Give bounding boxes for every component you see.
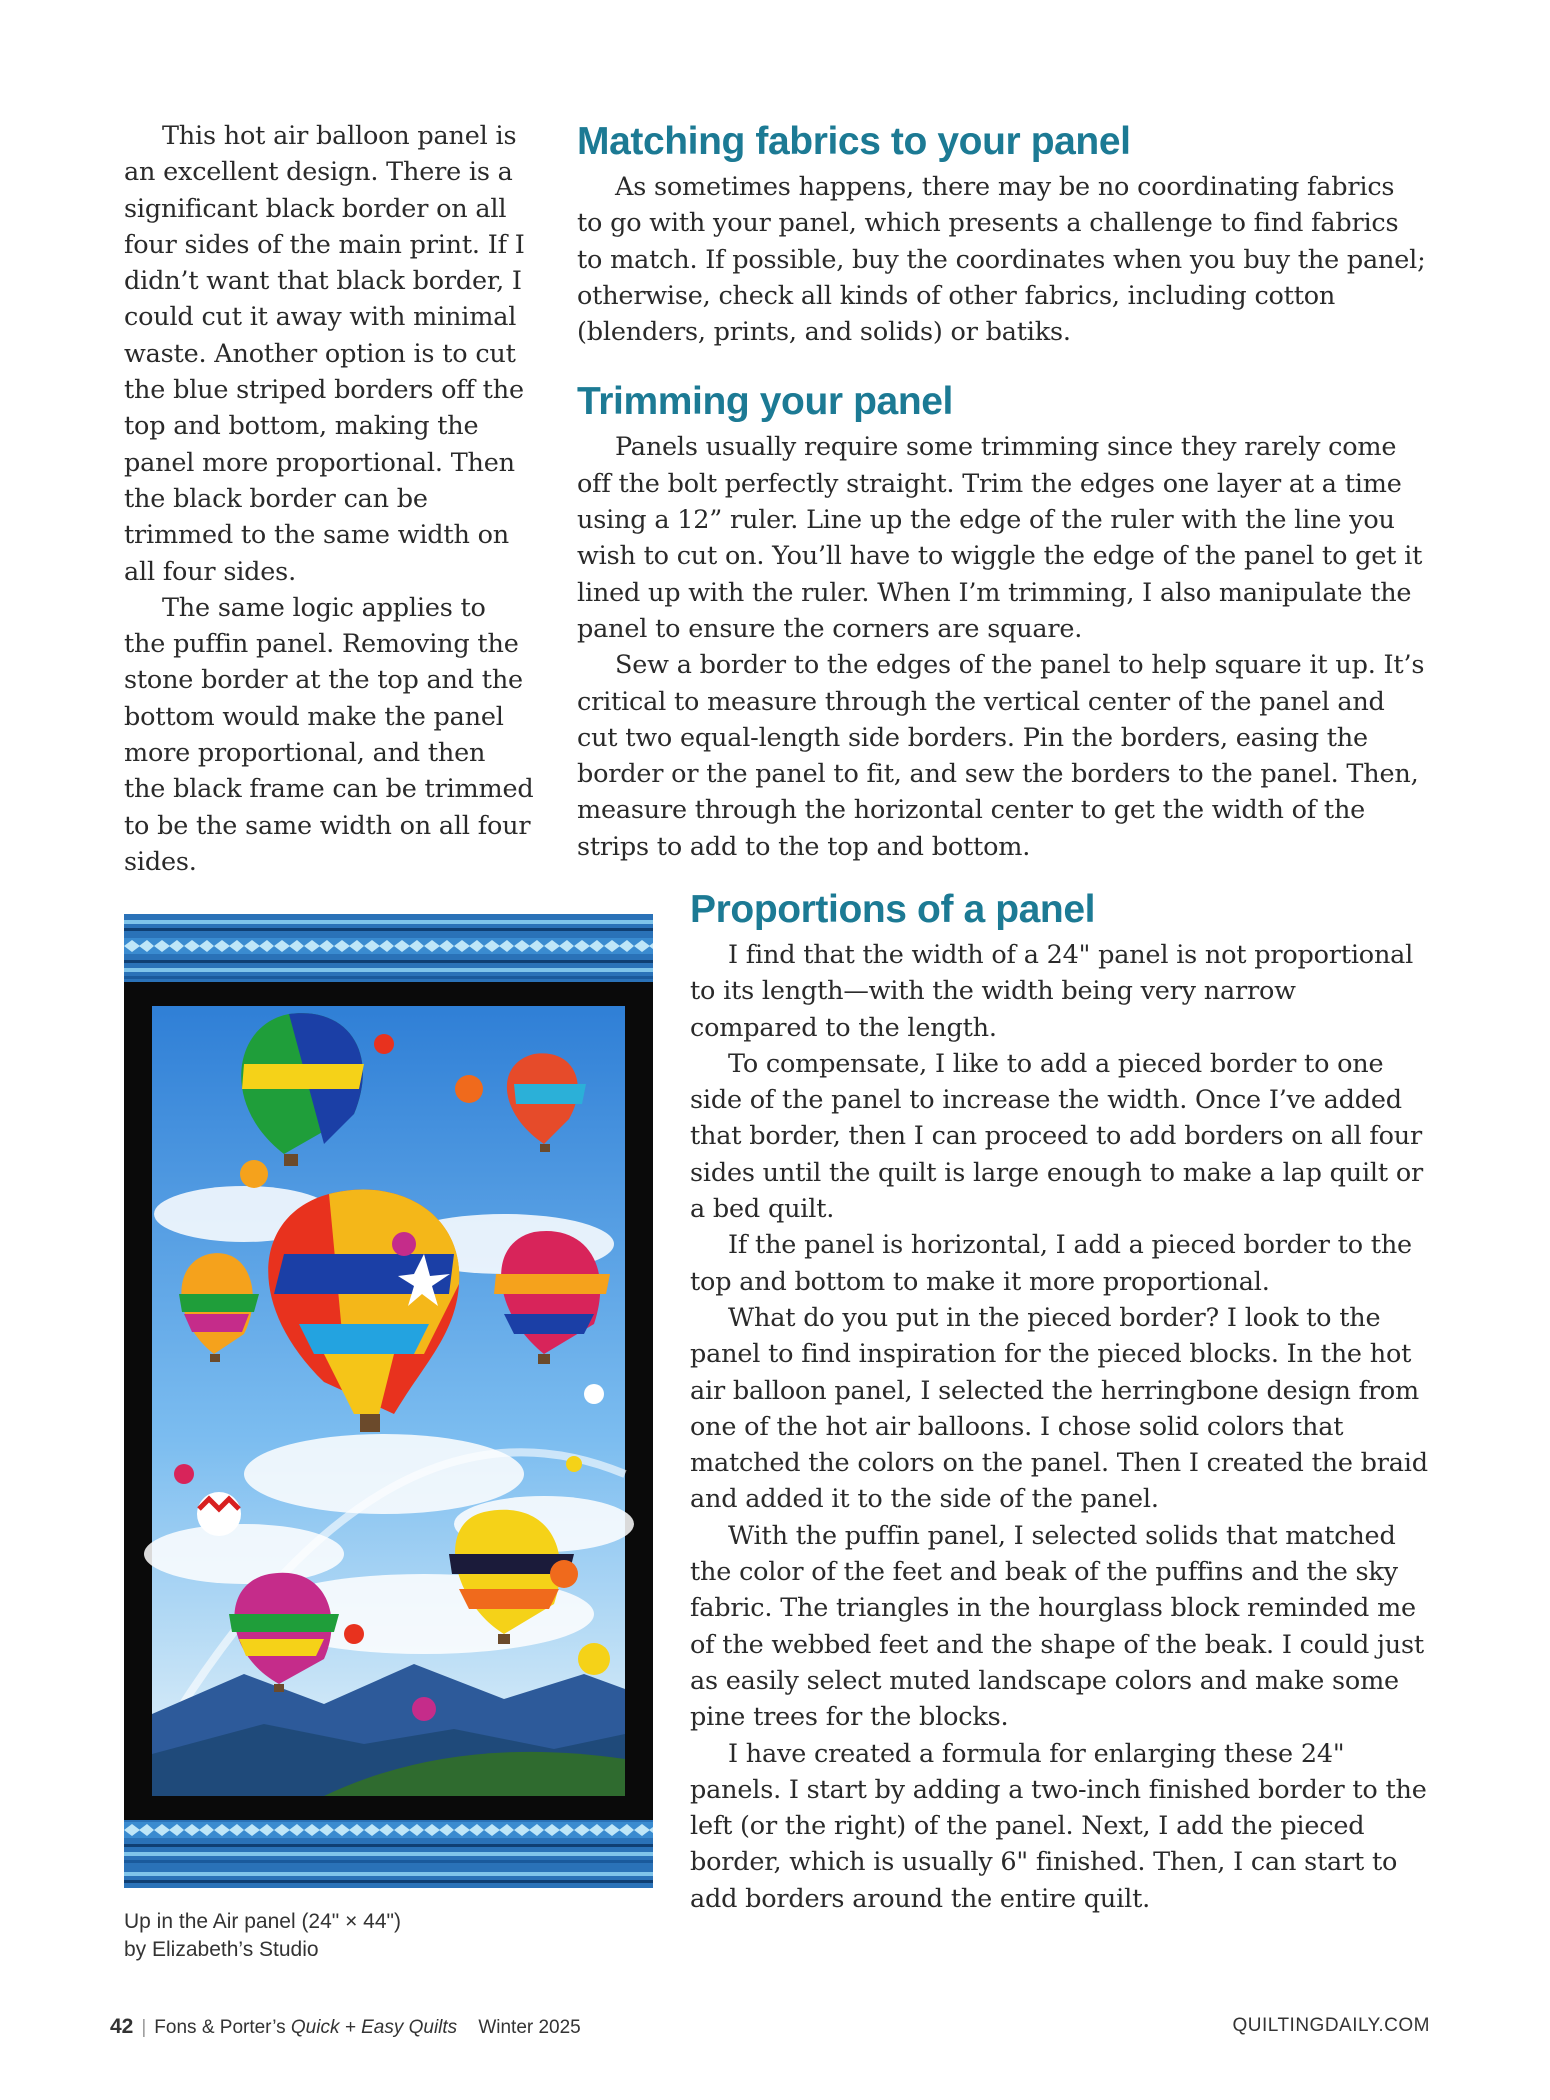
right-column [577, 118, 1427, 865]
caption-line-2: by Elizabeth’s Studio [124, 1938, 319, 1961]
proportions-paragraph-4: What do you put in the pieced border? I look to the panel to find inspiration for the pieced blocks. In the hot air balloon panel, I selected the herringbone design from one of the hot air balloons. I chose solid colors that matched the colors on the panel. Then I created the braid and added it to the side of the panel. [690, 1302, 1428, 1515]
page-footer [110, 2015, 1430, 2039]
heading-proportions: Proportions of a panel [690, 888, 1096, 931]
matching-paragraph-1: As sometimes happens, there may be no coordinating fabrics to go with your panel, which presents a challenge to find fabrics to match. If possible, buy the coordinates when you buy the panel; otherwise, check all kinds of other fabrics, including cotton (blenders, prints, and solids) or batiks. [577, 172, 1426, 348]
left-paragraph-2: The same logic applies to the puffin panel. Removing the stone border at the top and the bottom would make the panel more proportional, and then the black frame can be trimmed to be the same width on all four sides. [124, 592, 534, 877]
heading-trimming: Trimming your panel [577, 380, 953, 424]
proportions-paragraph-3: If the panel is horizontal, I add a pieced border to the top and bottom to make it more proportional. [690, 1230, 1412, 1297]
proportions-paragraph-6: I have created a formula for enlarging these 24" panels. I start by adding a two-inch finished border to the left (or the right) of the panel. Next, I add the pieced border, which is usually 6" finished. Then, I can start to add borders around the entire quilt. [690, 1738, 1427, 1914]
proportions-paragraph-1: I find that the width of a 24" panel is not proportional to its length—with the width being very narrow compared to the length. [690, 940, 1414, 1043]
page-number: 42 [110, 2015, 134, 2038]
proportions-paragraph-5: With the puffin panel, I selected solids that matched the color of the feet and beak of the puffins and the sky fabric. The triangles in the hourglass block reminded me of the webbed feet and the shape of the beak. I could just as easily select muted landscape colors and make some pine trees for the blocks. [690, 1520, 1424, 1733]
proportions-section [690, 886, 1430, 1917]
left-column [124, 118, 534, 880]
issue-date: Winter 2025 [478, 2017, 581, 2038]
trimming-paragraph-1: Panels usually require some trimming since they rarely come off the bolt perfectly straight. Trim the edges one layer at a time using a 12” ruler. Line up the edge of the ruler with the line you wish to cut on. You’ll have to wiggle the edge of the panel to get it lined up with the ruler. When I’m trimming, I also manipulate the panel to ensure the corners are square. [577, 432, 1423, 644]
balloon-panel-image [124, 914, 653, 1888]
caption-line-1: Up in the Air panel (24" × 44") [124, 1910, 401, 1933]
magazine-prefix: Fons & Porter’s [154, 2017, 291, 2038]
figure-caption [124, 1908, 401, 1964]
magazine-title: Quick + Easy Quilts [290, 2017, 458, 2038]
left-paragraph-1: This hot air balloon panel is an excellent design. There is a significant black border on all four sides of the main print. If I didn’t want that black border, I could cut it away with minimal waste. Another option is to cut the blue striped borders off the top and bottom, making the panel more proportional. Then the black border can be trimmed to the same width on all four sides. [124, 121, 525, 587]
website-url: QUILTINGDAILY.COM [1232, 2015, 1430, 2036]
heading-matching-fabrics: Matching fabrics to your panel [577, 120, 1131, 163]
trimming-paragraph-2: Sew a border to the edges of the panel to help square it up. It’s critical to measure through the vertical center of the panel and cut two equal-length side borders. Pin the borders, easing the border or the panel to fit, and sew the borders to the panel. Then, measure through the horizontal center to get the width of the strips to add to the top and bottom. [577, 650, 1425, 862]
footer-separator: | [141, 2017, 147, 2038]
proportions-paragraph-2: To compensate, I like to add a pieced border to one side of the panel to increase the width. Once I’ve added that border, then I can proceed to add borders on all four sides until the quilt is large enough to make a lap quilt or a bed quilt. [690, 1048, 1423, 1225]
